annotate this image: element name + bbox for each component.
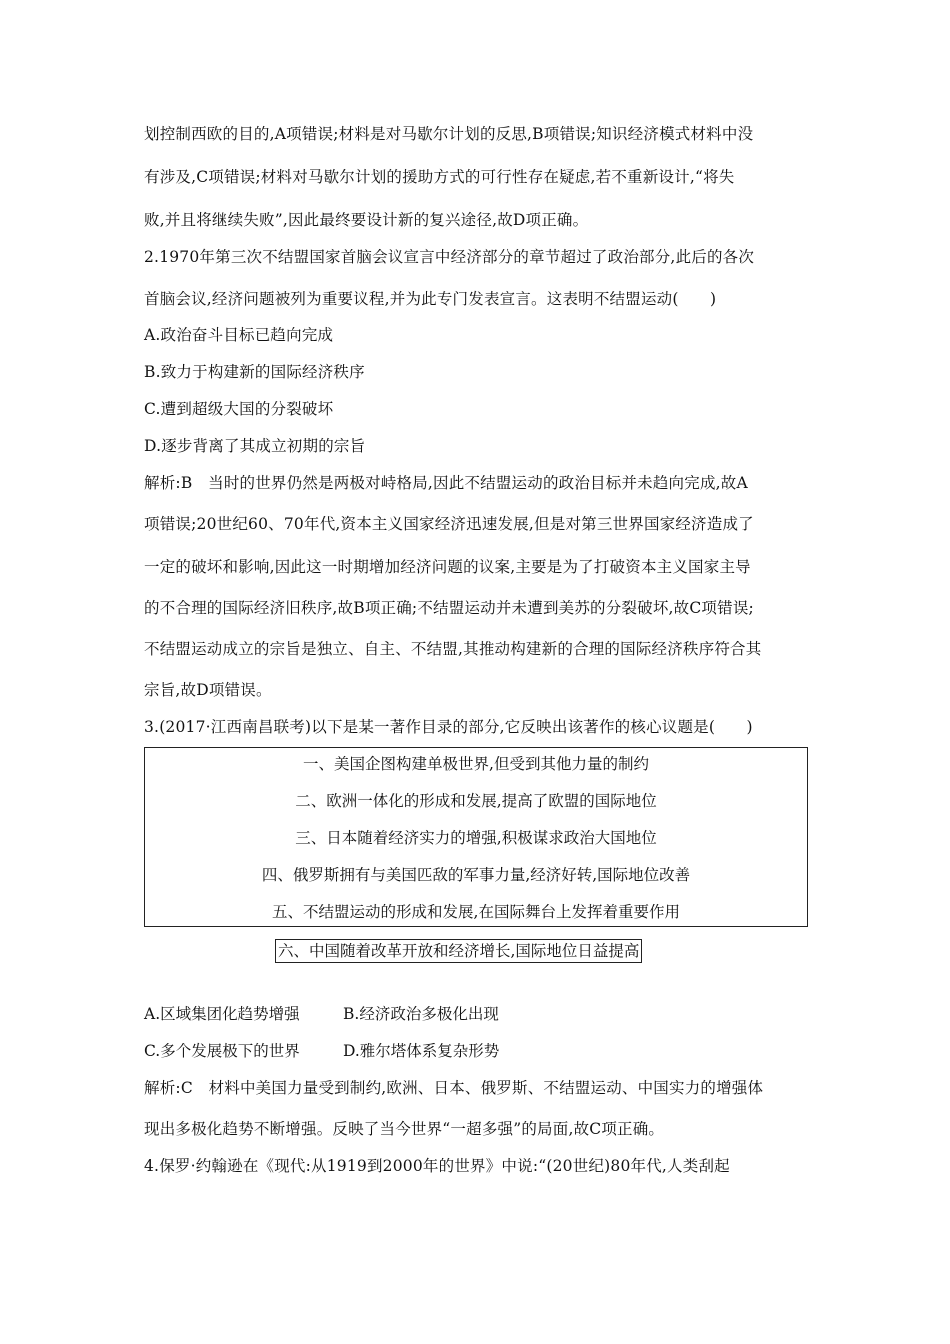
q3-option-b: B.经济政治多极化出现 bbox=[343, 1005, 499, 1023]
q2-option-c: C.遭到超级大国的分裂破坏 bbox=[144, 400, 334, 418]
q3-toc-item-1: 一、美国企图构建单极世界,但受到其他力量的制约 bbox=[303, 755, 649, 773]
q3-explanation-line-1: 解析:C 材料中美国力量受到制约,欧洲、日本、俄罗斯、不结盟运动、中国实力的增强体 bbox=[144, 1079, 764, 1097]
q3-explanation-line-2: 现出多极化趋势不断增强。反映了当今世界“一超多强”的局面,故C项正确。 bbox=[144, 1120, 665, 1138]
q2-explanation-line-1: 解析:B 当时的世界仍然是两极对峙格局,因此不结盟运动的政治目标并未趋向完成,故A bbox=[144, 474, 748, 492]
q3-toc-box bbox=[144, 747, 808, 927]
q2-option-a: A.政治奋斗目标已趋向完成 bbox=[144, 326, 334, 344]
q1-explanation-line-2: 有涉及,C项错误;材料对马歇尔计划的援助方式的可行性存在疑虑,若不重新设计,“将失 bbox=[144, 168, 735, 186]
q4-stem: 4.保罗·约翰逊在《现代:从1919到2000年的世界》中说:“(20世纪)80年代,人类刮起 bbox=[144, 1157, 730, 1175]
q3-toc-item-6: 六、中国随着改革开放和经济增长,国际地位日益提高 bbox=[275, 939, 642, 963]
q3-option-c: C.多个发展极下的世界 bbox=[144, 1042, 300, 1060]
q3-option-d: D.雅尔塔体系复杂形势 bbox=[343, 1042, 500, 1060]
q2-explanation-line-5: 不结盟运动成立的宗旨是独立、自主、不结盟,其推动构建新的合理的国际经济秩序符合其 bbox=[144, 640, 762, 658]
q2-explanation-line-6: 宗旨,故D项错误。 bbox=[144, 681, 272, 699]
q3-toc-item-4: 四、俄罗斯拥有与美国匹敌的军事力量,经济好转,国际地位改善 bbox=[261, 866, 691, 884]
q2-explanation-line-4: 的不合理的国际经济旧秩序,故B项正确;不结盟运动并未遭到美苏的分裂破坏,故C项错误; bbox=[144, 599, 754, 617]
q3-option-a: A.区域集团化趋势增强 bbox=[144, 1005, 300, 1023]
q3-toc-item-5: 五、不结盟运动的形成和发展,在国际舞台上发挥着重要作用 bbox=[272, 903, 680, 921]
q2-stem-line-1: 2.1970年第三次不结盟国家首脑会议宣言中经济部分的章节超过了政治部分,此后的各次 bbox=[144, 248, 755, 266]
q3-stem: 3.(2017·江西南昌联考)以下是某一著作目录的部分,它反映出该著作的核心议题是( ) bbox=[144, 718, 753, 736]
q2-stem-line-2: 首脑会议,经济问题被列为重要议程,并为此专门发表宣言。这表明不结盟运动( ) bbox=[144, 290, 717, 308]
q2-explanation-line-2: 项错误;20世纪60、70年代,资本主义国家经济迅速发展,但是对第三世界国家经济造成了 bbox=[144, 515, 754, 533]
q1-explanation-line-1: 划控制西欧的目的,A项错误;材料是对马歇尔计划的反思,B项错误;知识经济模式材料中没 bbox=[144, 125, 754, 143]
q3-toc-item-3: 三、日本随着经济实力的增强,积极谋求政治大国地位 bbox=[295, 829, 657, 847]
q2-option-d: D.逐步背离了其成立初期的宗旨 bbox=[144, 437, 366, 455]
q1-explanation-line-3: 败,并且将继续失败”,因此最终要设计新的复兴途径,故D项正确。 bbox=[144, 211, 589, 229]
q3-toc-item-2: 二、欧洲一体化的形成和发展,提高了欧盟的国际地位 bbox=[295, 792, 657, 810]
q2-option-b: B.致力于构建新的国际经济秩序 bbox=[144, 363, 365, 381]
q2-explanation-line-3: 一定的破坏和影响,因此这一时期增加经济问题的议案,主要是为了打破资本主义国家主导 bbox=[144, 558, 751, 576]
